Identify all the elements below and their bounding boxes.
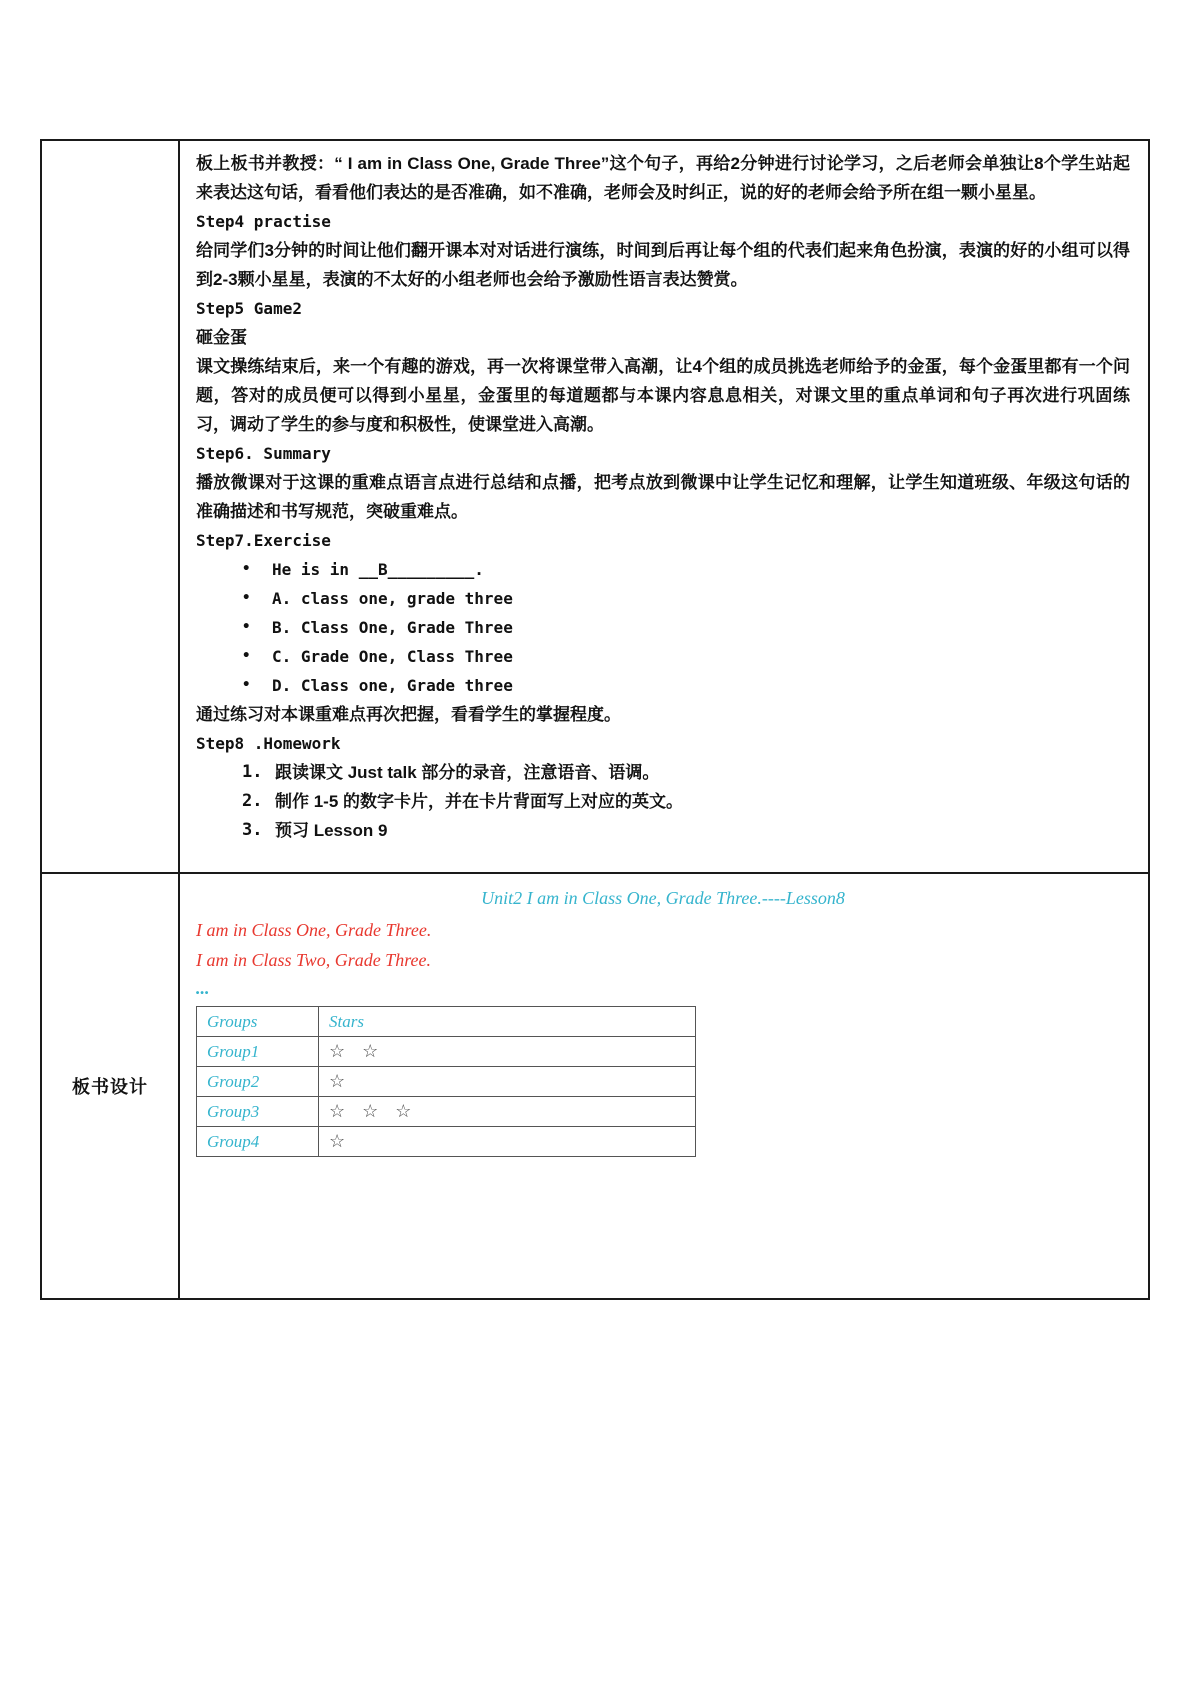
homework-item-3: 预习 Lesson 9 [275, 821, 388, 840]
stars-table-row-group4 [197, 1127, 696, 1157]
stars-table-header-stars: Stars [329, 1012, 364, 1031]
step7-heading: Step7.Exercise [196, 531, 331, 550]
exercise-option-c: • C. Grade One, Class Three [242, 642, 1130, 671]
stars-table-header-groups: Groups [207, 1012, 258, 1031]
group1-label: Group1 [207, 1042, 260, 1061]
step5-paragraph: 课文操练结束后，来一个有趣的游戏，再一次将课堂带入高潮，让4个组的成员挑选老师给予的金蛋，每个金蛋里都有一个问题，答对的成员便可以得到小星星，金蛋里的每道题都与本课内容息息相关，对课文里的重点单词和句子再次进行巩固练习，调动了学生的参与度和积极性，使课堂进入高潮。 [196, 357, 1130, 434]
group3-stars: ☆ ☆ ☆ [329, 1101, 418, 1121]
intro-paragraph: 板上板书并教授：“ I am in Class One, Grade Three”这个句子，再给2分钟进行讨论学习，之后老师会单独让8个学生站起来表达这句话，看看他们表达的是否准确，如不准确，老师会及时纠正，说的好的老师会给予所在组一颗小星星。 [196, 154, 1130, 202]
exercise-question: • He is in __B_________. [242, 555, 1130, 584]
stars-table-header-groups-cell [197, 1007, 319, 1037]
board-sentence-1: I am in Class One, Grade Three. [196, 920, 432, 940]
group4-label: Group4 [207, 1132, 260, 1151]
step5-subheading: 砸金蛋 [196, 328, 247, 347]
board-ellipsis: ... [196, 978, 210, 998]
stars-score-table [196, 1006, 696, 1157]
step6-paragraph: 播放微课对于这课的重难点语言点进行总结和点播，把考点放到微课中让学生记忆和理解，让学生知道班级、年级这句话的准确描述和书写规范，突破重难点。 [196, 473, 1130, 521]
stars-table-row-group2 [197, 1067, 696, 1097]
step8-heading: Step8 .Homework [196, 734, 341, 753]
homework-item-1: 跟读课文 Just talk 部分的录音，注意语音、语调。 [275, 763, 660, 782]
stars-table-row-group3 [197, 1097, 696, 1127]
stars-table-row-group1 [197, 1037, 696, 1067]
exercise-option-list [196, 555, 1130, 700]
board-design-content-cell [179, 873, 1149, 1299]
exercise-option-a: • A. class one, grade three [242, 584, 1130, 613]
lesson-plan-table [40, 139, 1150, 1300]
group4-stars: ☆ [329, 1131, 352, 1151]
board-design-row [41, 873, 1149, 1299]
stars-table-header-row [197, 1007, 696, 1037]
homework-list [196, 758, 1130, 845]
teaching-steps-row [41, 140, 1149, 873]
board-title: Unit2 I am in Class One, Grade Three.----Lesson8 [481, 888, 845, 908]
step4-paragraph: 给同学们3分钟的时间让他们翻开课本对对话进行演练，时间到后再让每个组的代表们起来角色扮演，表演的好的小组可以得到2-3颗小星星，表演的不太好的小组老师也会给予激励性语言表达赞赏。 [196, 241, 1130, 289]
exercise-option-d: • D. Class one, Grade three [242, 671, 1130, 700]
group1-stars: ☆ ☆ [329, 1041, 385, 1061]
teaching-steps-content-cell [179, 140, 1149, 873]
step5-heading: Step5 Game2 [196, 299, 302, 318]
exercise-option-b: • B. Class One, Grade Three [242, 613, 1130, 642]
homework-item-2: 制作 1-5 的数字卡片，并在卡片背面写上对应的英文。 [275, 792, 684, 811]
step4-heading: Step4 practise [196, 212, 331, 231]
board-sentence-2: I am in Class Two, Grade Three. [196, 950, 432, 970]
board-design-row-label: 板书设计 [41, 873, 179, 1299]
group3-label: Group3 [207, 1102, 260, 1121]
group2-label: Group2 [207, 1072, 260, 1091]
step7-note-paragraph: 通过练习对本课重难点再次把握，看看学生的掌握程度。 [196, 705, 621, 724]
group2-stars: ☆ [329, 1071, 352, 1091]
stars-table-header-stars-cell [319, 1007, 696, 1037]
teaching-steps-row-label-cell [41, 140, 179, 873]
step6-heading: Step6. Summary [196, 444, 331, 463]
